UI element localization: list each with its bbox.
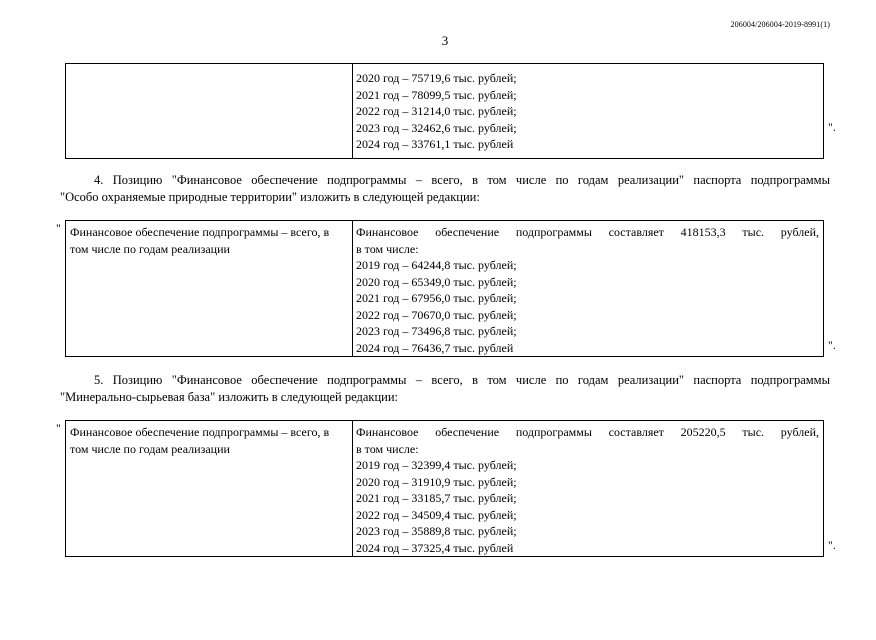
year-line: 2022 год – 31214,0 тыс. рублей; (356, 104, 517, 118)
year-line: 2021 год – 33185,7 тыс. рублей; (356, 491, 517, 505)
paragraph-4 (60, 172, 830, 206)
table-right-cell (356, 70, 819, 153)
year-line: 2020 год – 65349,0 тыс. рублей; (356, 274, 517, 289)
year-line: 2023 год – 32462,6 тыс. рублей; (356, 120, 517, 135)
closing-quote: ". (828, 338, 836, 352)
page-number: 3 (441, 33, 449, 48)
table-left-cell: Финансовое обеспечение подпрограммы – всего, в том числе по годам реализации (70, 225, 330, 256)
financing-total-line: Финансовое обеспечение подпрограммы составляет 205220,5 тыс. рублей, (356, 425, 819, 439)
paragraph-5 (60, 372, 830, 406)
year-line: 2023 год – 73496,8 тыс. рублей; (356, 324, 517, 338)
table-divider (352, 221, 353, 356)
financing-table-continuation (65, 63, 824, 159)
financing-intro-line: в том числе: (356, 241, 419, 256)
table-right-cell (356, 224, 819, 356)
table-right-cell (356, 424, 819, 556)
financing-table-mineral-base (65, 420, 824, 557)
financing-total-line: Финансовое обеспечение подпрограммы составляет 418153,3 тыс. рублей, (356, 225, 819, 239)
table-divider (352, 421, 353, 556)
closing-quote: ". (828, 120, 836, 134)
financing-table-protected-areas (65, 220, 824, 357)
paragraph-5-line-1: 5. Позицию "Финансовое обеспечение подпрограммы – всего, в том числе по годам реализации" паспорта подпрограммы (94, 373, 830, 387)
year-line: 2021 год – 78099,5 тыс. рублей; (356, 87, 517, 102)
year-line: 2021 год – 67956,0 тыс. рублей; (356, 291, 517, 305)
year-line: 2023 год – 35889,8 тыс. рублей; (356, 524, 517, 538)
year-line: 2020 год – 31910,9 тыс. рублей; (356, 474, 517, 489)
paragraph-4-line-2: "Особо охраняемые природные территории" изложить в следующей редакции: (60, 190, 480, 204)
paragraph-5-line-2: "Минерально-сырьевая база" изложить в следующей редакции: (60, 390, 399, 404)
year-line: 2022 год – 70670,0 тыс. рублей; (356, 307, 517, 322)
opening-quote: " (56, 221, 61, 235)
opening-quote: " (56, 421, 61, 435)
closing-quote: ". (828, 538, 836, 552)
year-line: 2019 год – 64244,8 тыс. рублей; (356, 258, 517, 272)
paragraph-4-line-1: 4. Позицию "Финансовое обеспечение подпрограммы – всего, в том числе по годам реализации" паспорта подпрограммы (94, 173, 830, 187)
year-line: 2024 год – 76436,7 тыс. рублей (356, 340, 514, 355)
year-line: 2022 год – 34509,4 тыс. рублей; (356, 507, 517, 522)
year-line: 2024 год – 33761,1 тыс. рублей (356, 137, 514, 151)
financing-intro-line: в том числе: (356, 441, 419, 456)
table-divider (352, 64, 353, 158)
document-id: 206004/206004-2019-8991(1) (730, 20, 830, 29)
year-line: 2024 год – 37325,4 тыс. рублей (356, 540, 514, 555)
table-left-cell: Финансовое обеспечение подпрограммы – всего, в том числе по годам реализации (70, 425, 330, 456)
year-line: 2019 год – 32399,4 тыс. рублей; (356, 458, 517, 472)
year-line: 2020 год – 75719,6 тыс. рублей; (356, 71, 517, 85)
